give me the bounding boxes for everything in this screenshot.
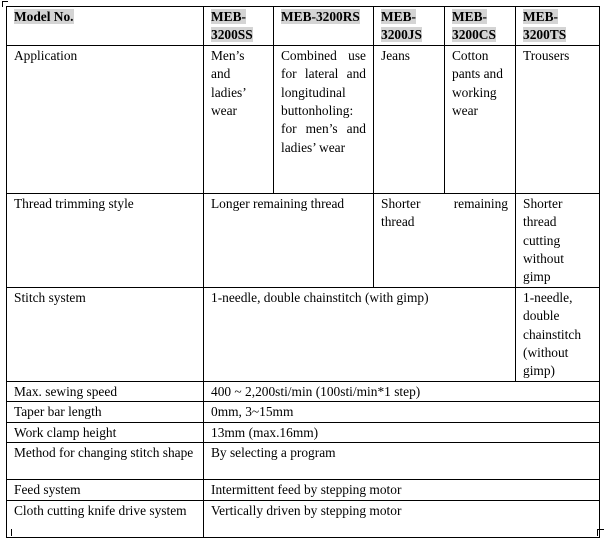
header-model-rs: MEB-3200RS [274,7,374,46]
table-header-row [7,7,600,46]
table-cell: Jeans [374,45,445,193]
table-cell: Trousers [516,45,600,193]
table-cell: Intermittent feed by stepping motor [204,480,600,500]
table-cell: 13mm (max.16mm) [204,422,600,442]
header-model-ts: MEB-3200TS [516,7,600,46]
table-row [7,480,600,500]
table-cell: 1-needle, double chainstitch (without gimp) [516,287,600,381]
table-row [7,500,600,537]
table-row [7,402,600,422]
table-cell: Shorter thread cutting without gimp [516,193,600,287]
table-row [7,422,600,442]
table-cell: Vertically driven by stepping motor [204,500,600,537]
row-label: Work clamp height [7,422,204,442]
table-cell: Shorter remaining thread [374,193,516,287]
row-label: Stitch system [7,287,204,381]
table-cell: By selecting a program [204,443,600,480]
table-cell: Cotton pants and working wear [445,45,516,193]
header-model-cs: MEB-3200CS [445,7,516,46]
table-cell: 0mm, 3~15mm [204,402,600,422]
table-cell: 1-needle, double chainstitch (with gimp) [204,287,516,381]
header-model-ss: MEB-3200SS [204,7,274,46]
spec-table [6,6,600,538]
row-label: Max. sewing speed [7,381,204,401]
row-label: Thread trimming style [7,193,204,287]
row-label: Application [7,45,204,193]
header-model-no: Model No. [7,7,204,46]
table-cell: Men’s and ladies’ wear [204,45,274,193]
header-model-js: MEB-3200JS [374,7,445,46]
table-row [7,381,600,401]
table-row [7,443,600,480]
table-row [7,45,600,193]
table-cell: 400 ~ 2,200sti/min (100sti/min*1 step) [204,381,600,401]
table-row [7,287,600,381]
row-label: Method for changing stitch shape [7,443,204,480]
table-cell: Combined use for lateral and longitudinal buttonholing: for men’s and ladies’ wear [274,45,374,193]
row-label: Taper bar length [7,402,204,422]
row-label: Feed system [7,480,204,500]
row-label: Cloth cutting knife drive system [7,500,204,537]
table-cell: Longer remaining thread [204,193,374,287]
spec-document [6,6,600,538]
table-row [7,193,600,287]
